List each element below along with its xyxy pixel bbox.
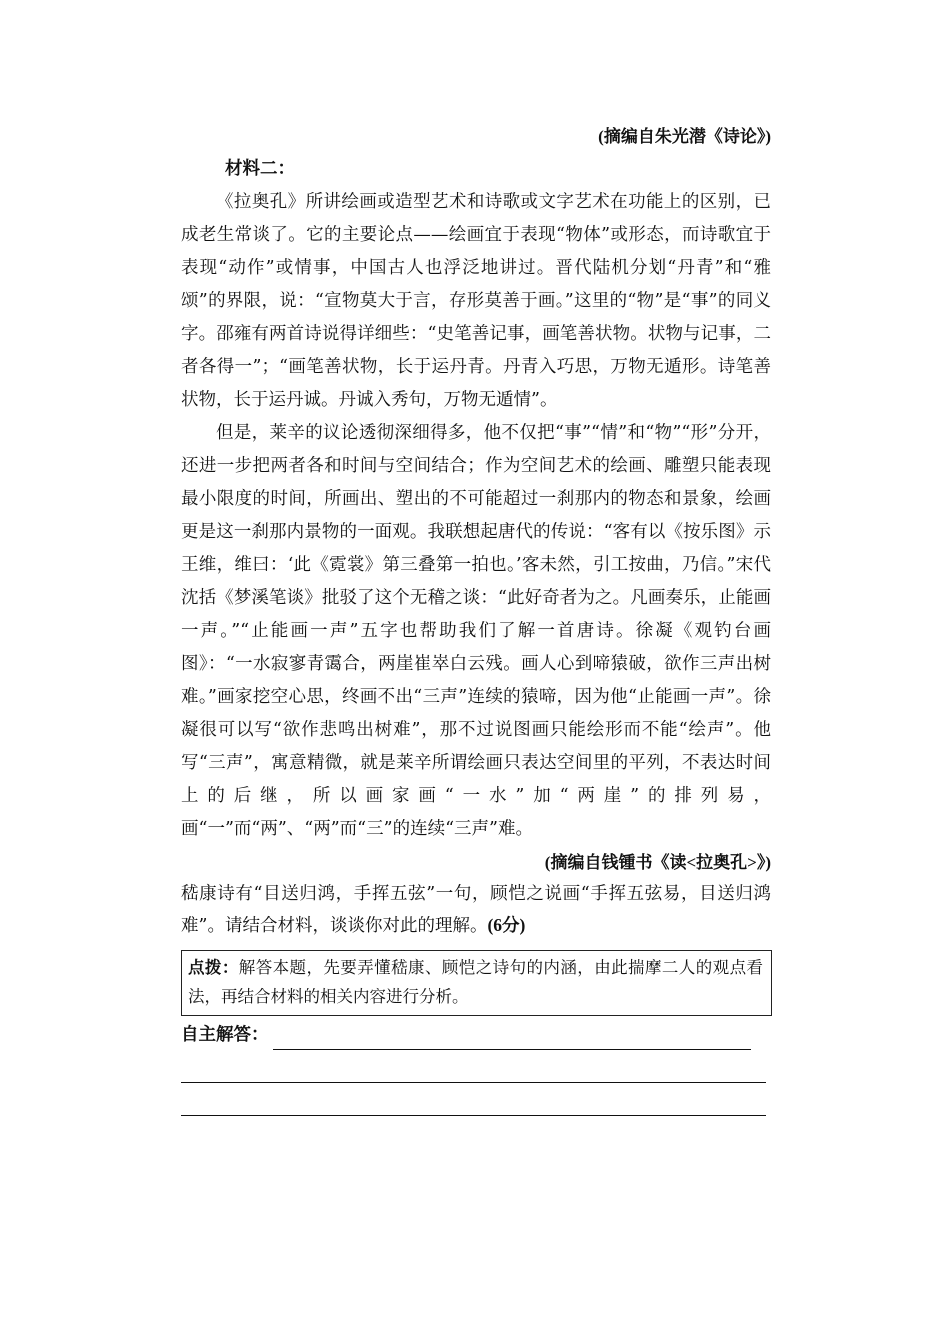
- question: [181, 879, 771, 942]
- hint-text: 解答本题，先要弄懂嵇康、顾恺之诗句的内涵，由此揣摩二人的观点看法，再结合材料的相关内容进行分析。: [188, 958, 764, 1006]
- answer-label: 自主解答：: [181, 1025, 269, 1045]
- answer-line-2[interactable]: [181, 1050, 766, 1083]
- source-citation-2: (摘编自钱锺书《读<拉奥孔>》): [544, 853, 771, 872]
- answer-line-3[interactable]: [181, 1083, 766, 1116]
- document-page: [181, 120, 771, 1116]
- material-2-paragraph-2: 但是，莱辛的议论透彻深细得多，他不仅把“事”“情”和“物”“形”分开，还进一步把两者各和时间与空间结合；作为空间艺术的绘画、雕塑只能表现最小限度的时间，所画出、塑出的不可能超过一刹那内的物态和景象，绘画更是这一刹那内景物的一面观。我联想起唐代的传说：“客有以《按乐图》示王维，维曰：‘此《霓裳》第三叠第一拍也。’客未然，引工按曲，乃信。”宋代沈括《梦溪笔谈》批驳了这个无稽之谈：“此好奇者为之。凡画奏乐，止能画一声。”“止能画一声”五字也帮助我们了解一首唐诗。徐凝《观钓台画图》：“一水寂寥青霭合，两崖崔崒白云残。画人心到啼猿破，欲作三声出树难。”画家挖空心思，终画不出“三声”连续的猿啼，因为他“止能画一声”。徐凝很可以写“欲作悲鸣出树难”，那不过说图画只能绘形而不能“绘声”。他写“三声”，寓意精微，就是莱辛所谓绘画只表达空间里的平列，不表达时间上的后继，所以画家画“一水”加“两崖”的排列易，画“一”而“两”、“两”而“三”的连续“三声”难。: [181, 423, 771, 839]
- answer-line-1[interactable]: [273, 1027, 751, 1050]
- question-text: 嵇康诗有“目送归鸿，手挥五弦”一句，顾恺之说画“手挥五弦易，目送归鸿难”。请结合材料，谈谈你对此的理解。: [181, 884, 771, 936]
- hint-box: [181, 950, 772, 1016]
- material-2-paragraph-1: 《拉奥孔》所讲绘画或造型艺术和诗歌或文字艺术在功能上的区别，已成老生常谈了。它的主要论点——绘画宜于表现“物体”或形态，而诗歌宜于表现“动作”或情事，中国古人也浮泛地讲过。晋代陆机分划“丹青”和“雅颂”的界限，说：“宣物莫大于言，存形莫善于画。”这里的“物”是“事”的同义字。邵雍有两首诗说得详细些：“史笔善记事，画笔善状物。状物与记事，二者各得一”；“画笔善状物，长于运丹青。丹青入巧思，万物无遁形。诗笔善状物，长于运丹诚。丹诚入秀句，万物无遁情”。: [181, 192, 771, 410]
- answer-row: [181, 1020, 771, 1050]
- hint-paragraph: [188, 953, 763, 1011]
- source-citation-1: (摘编自朱光潜《诗论》): [598, 127, 771, 146]
- material-2-label: 材料二：: [225, 159, 295, 179]
- hint-label: 点拨：: [188, 958, 239, 977]
- question-score: (6分): [487, 915, 526, 935]
